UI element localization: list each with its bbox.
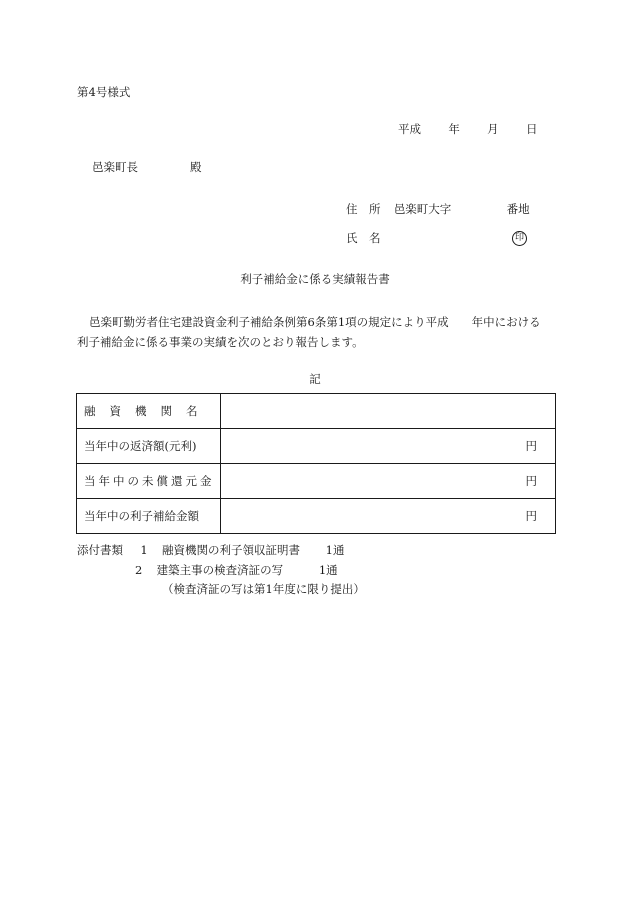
name-label: 氏 名 bbox=[346, 231, 381, 245]
attachment-count: 1通 bbox=[318, 563, 338, 577]
row-label-subsidy: 当年中の利子補給金額 bbox=[77, 499, 221, 534]
date-year: 年 bbox=[448, 122, 460, 136]
table-row bbox=[77, 499, 556, 534]
attachment-text: 建築主事の検査済証の写 bbox=[156, 563, 284, 577]
row-value-repayment[interactable]: 円 bbox=[221, 429, 556, 464]
addressee-title: 邑楽町長 bbox=[92, 160, 138, 174]
table-row bbox=[77, 464, 556, 499]
row-label-lender: 融資機関名 bbox=[77, 394, 221, 429]
date-line bbox=[398, 124, 537, 136]
row-value-outstanding[interactable]: 円 bbox=[221, 464, 556, 499]
address-value: 邑楽町大字 bbox=[393, 202, 452, 216]
report-table bbox=[76, 393, 556, 534]
body-line-1: 邑楽町勤労者住宅建設資金利子補給条例第6条第1項の規定により平成 年中における bbox=[89, 315, 541, 329]
table-row bbox=[77, 394, 556, 429]
applicant-address-row bbox=[346, 204, 530, 216]
seal-mark: 印 bbox=[512, 231, 527, 246]
attachment-number: 2 bbox=[135, 563, 143, 577]
attachment-count: 1通 bbox=[325, 543, 345, 557]
attachment-text: 融資機関の利子領収証明書 bbox=[161, 543, 300, 557]
attachments-heading: 添付書類 bbox=[77, 543, 123, 557]
date-day: 日 bbox=[525, 122, 538, 136]
address-suffix: 番地 bbox=[506, 202, 530, 216]
form-number: 第4号様式 bbox=[77, 85, 131, 99]
addressee-honorific: 殿 bbox=[190, 160, 202, 174]
attachment-line-2 bbox=[135, 565, 338, 577]
date-month: 月 bbox=[487, 122, 499, 136]
addressee bbox=[92, 162, 202, 174]
attachment-line-1 bbox=[77, 545, 344, 557]
row-value-lender[interactable] bbox=[221, 394, 556, 429]
body-line-2: 利子補給金に係る事業の実績を次のとおり報告します。 bbox=[77, 335, 364, 349]
row-label-repayment: 当年中の返済額(元利) bbox=[77, 429, 221, 464]
date-era: 平成 bbox=[398, 122, 421, 136]
ki-heading: 記 bbox=[309, 372, 321, 386]
address-label: 住 所 bbox=[346, 202, 381, 216]
body-text bbox=[77, 312, 557, 352]
table-row bbox=[77, 429, 556, 464]
row-value-subsidy[interactable]: 円 bbox=[221, 499, 556, 534]
attachment-note: （検査済証の写は第1年度に限り提出） bbox=[162, 582, 365, 596]
document-title: 利子補給金に係る実績報告書 bbox=[240, 272, 390, 286]
attachment-number: 1 bbox=[140, 543, 148, 557]
applicant-name-row bbox=[346, 233, 381, 245]
row-label-outstanding: 当年中の未償還元金 bbox=[77, 464, 221, 499]
